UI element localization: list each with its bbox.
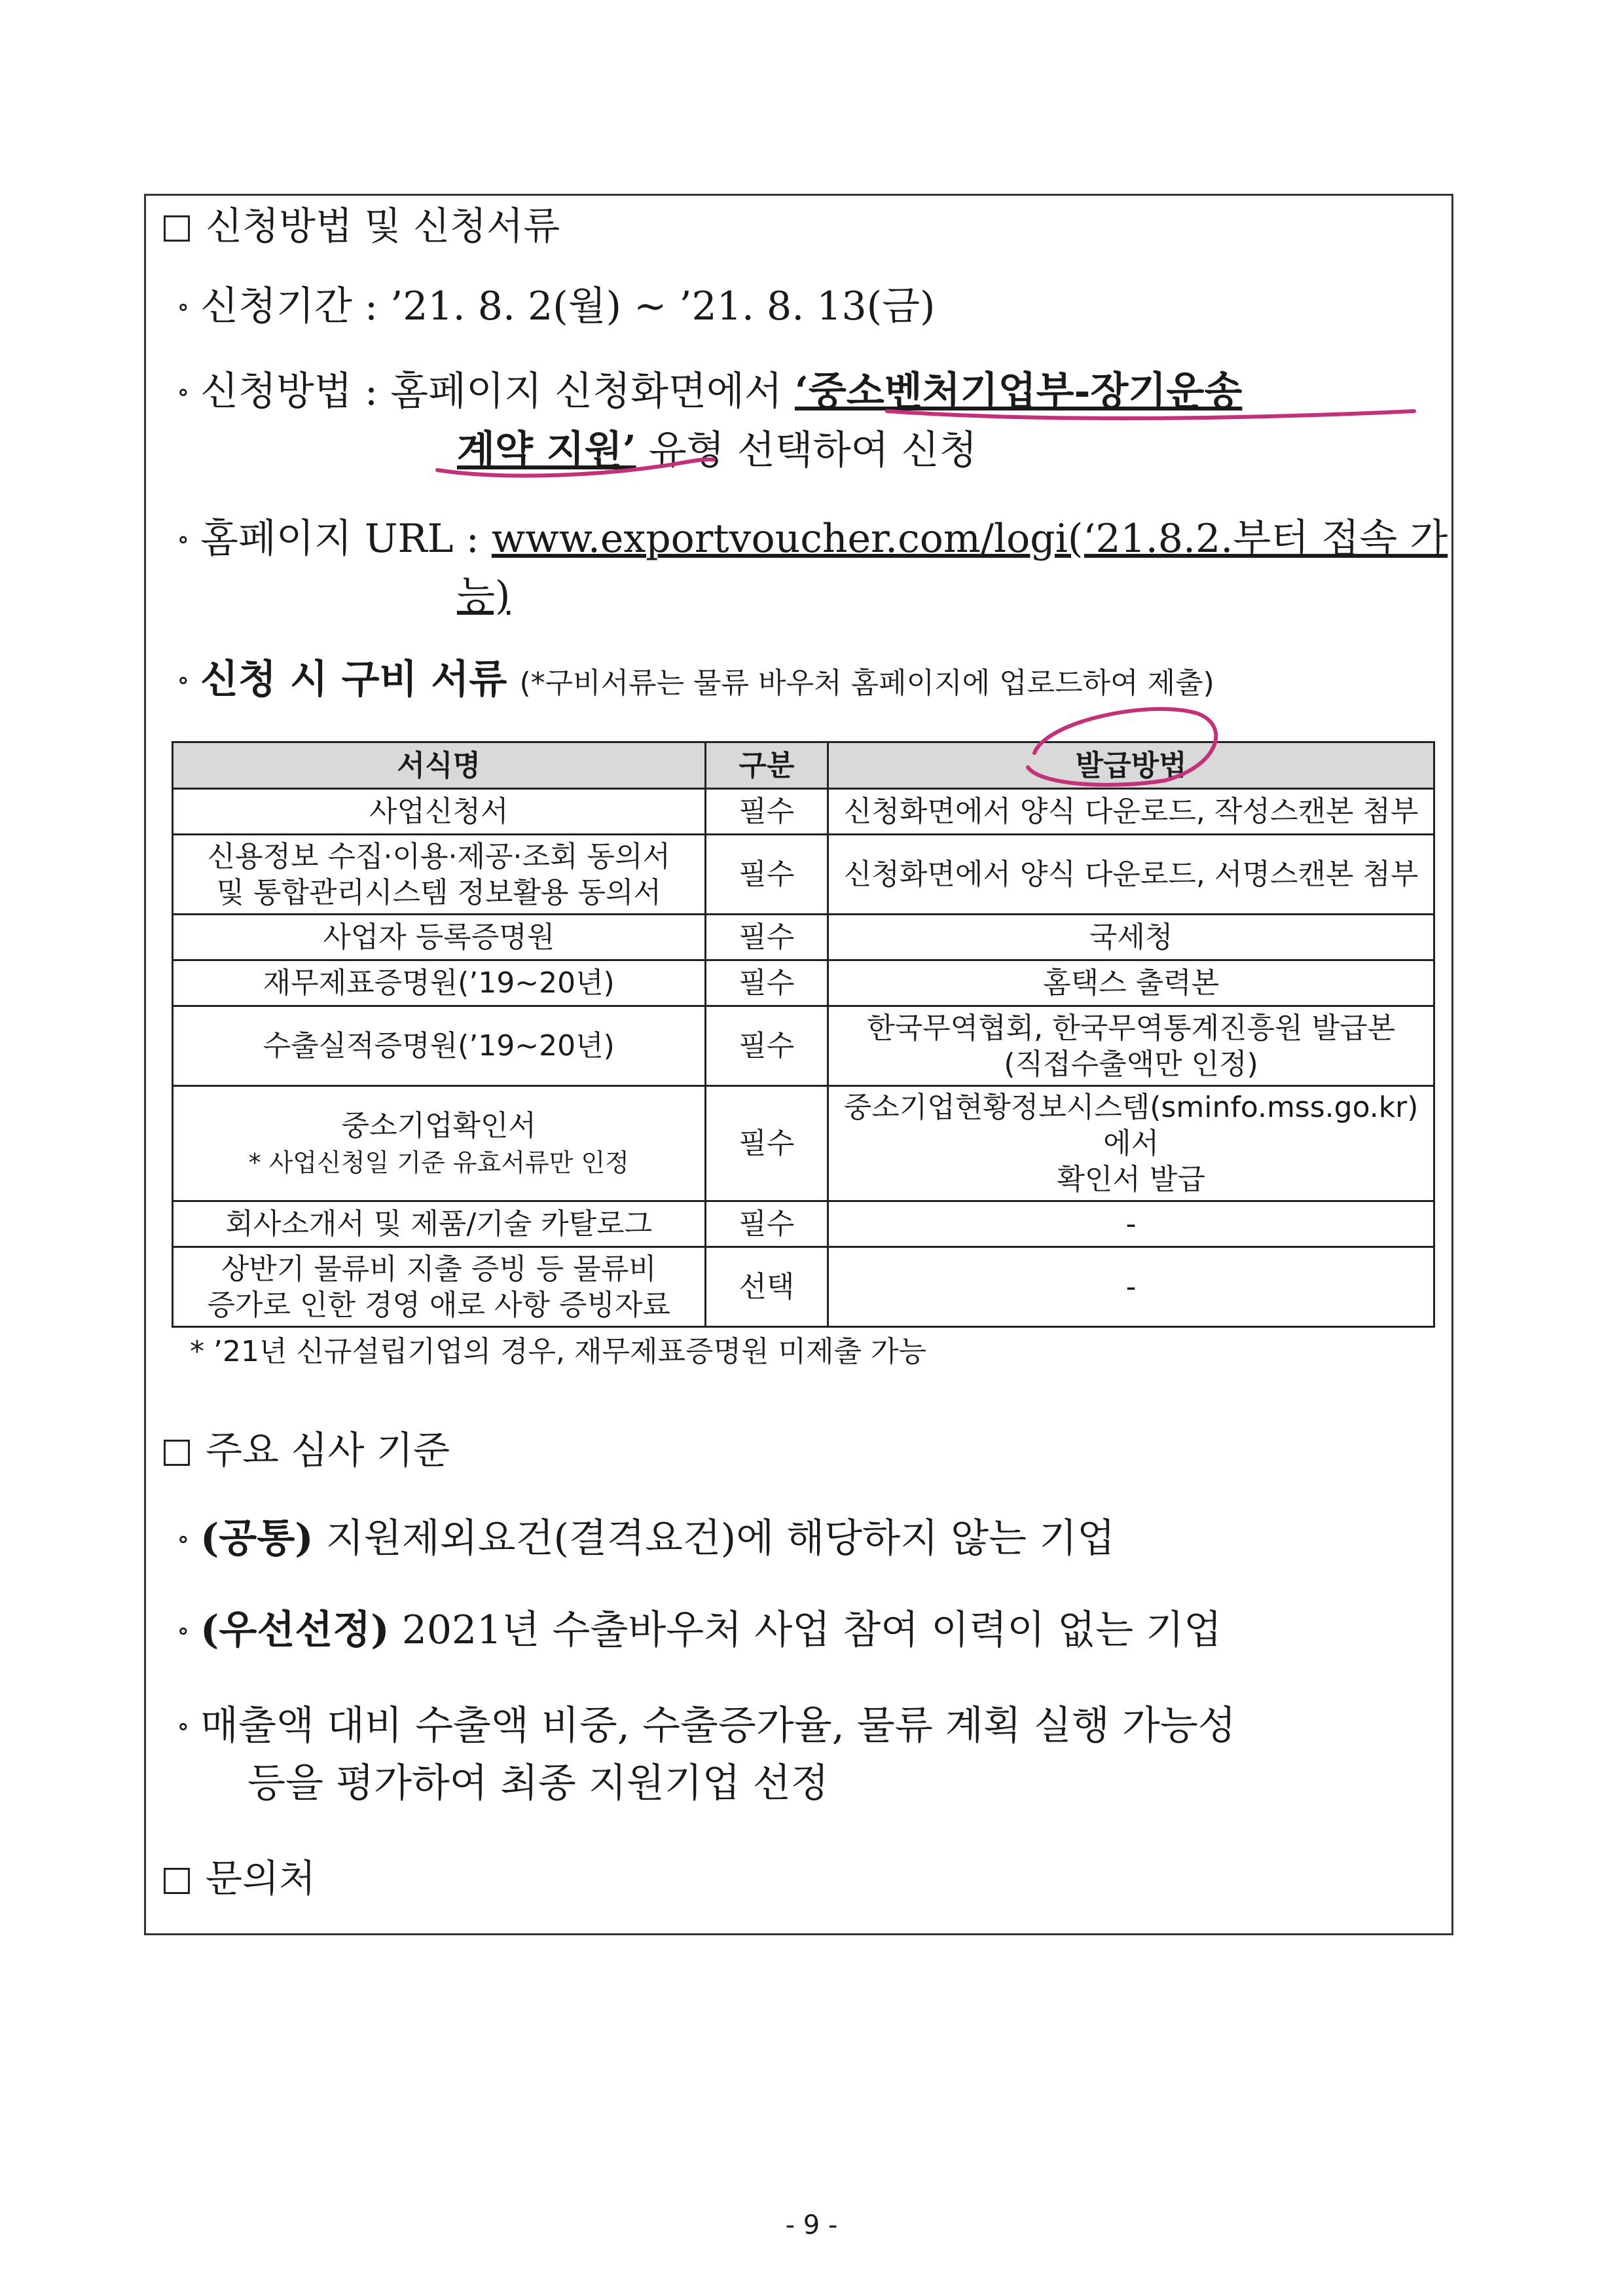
criteria-evaluation-text-cont: 등을 평가하여 최종 지원기업 선정 bbox=[247, 1760, 829, 1806]
method-highlight-cont: 계약 지원’ bbox=[457, 428, 636, 473]
cell-method: - bbox=[828, 1201, 1434, 1247]
cell-form-name: 재무제표증명원(’19~20년) bbox=[173, 960, 706, 1006]
cell-form-name: 사업자 등록증명원 bbox=[173, 915, 706, 960]
cell-method: 홈택스 출력본 bbox=[828, 960, 1434, 1006]
section-title: 신청방법 및 신청서류 bbox=[206, 204, 560, 248]
table-row bbox=[173, 960, 1434, 1006]
cell-category: 필수 bbox=[705, 835, 828, 915]
checkbox-square-icon bbox=[164, 1440, 190, 1466]
bullet-icon: ∘ bbox=[177, 665, 190, 695]
cell-category: 필수 bbox=[705, 1006, 828, 1086]
cell-method: 신청화면에서 양식 다운로드, 서명스캔본 첨부 bbox=[828, 835, 1434, 915]
criteria-common-label: (공통) bbox=[200, 1516, 314, 1561]
cell-method: 중소기업현황정보시스템(sminfo.mss.go.kr)에서 확인서 발급 bbox=[828, 1086, 1434, 1201]
criteria-common-text: 지원제외요건(결격요건)에 해당하지 않는 기업 bbox=[313, 1516, 1116, 1561]
cell-form-name: 수출실적증명원(’19~20년) bbox=[173, 1006, 706, 1086]
cell-form-name: 상반기 물류비 지출 증빙 등 물류비 증가로 인한 경영 애로 사항 증빙자료 bbox=[173, 1247, 706, 1327]
section-heading-criteria bbox=[164, 1419, 450, 1474]
cell-category: 필수 bbox=[705, 1201, 828, 1247]
cell-form-name: 중소기업확인서 * 사업신청일 기준 유효서류만 인정 bbox=[173, 1086, 706, 1201]
homepage-url bbox=[177, 507, 1448, 564]
table-row bbox=[173, 1006, 1434, 1086]
bullet-icon: ∘ bbox=[177, 377, 190, 407]
table-footnote: * ’21년 신규설립기업의 경우, 재무제표증명원 미제출 가능 bbox=[190, 1335, 926, 1368]
section-heading-contact bbox=[164, 1848, 316, 1903]
period-label: 신청기간 : bbox=[200, 283, 391, 329]
bullet-icon: ∘ bbox=[177, 524, 190, 555]
section-heading-application bbox=[164, 195, 560, 250]
method-label: 신청방법 : 홈페이지 신청화면에서 bbox=[200, 369, 795, 414]
cell-category: 필수 bbox=[705, 960, 828, 1006]
header-form-name: 서식명 bbox=[173, 742, 706, 789]
cell-category: 선택 bbox=[705, 1247, 828, 1327]
cell-method: 신청화면에서 양식 다운로드, 작성스캔본 첨부 bbox=[828, 789, 1434, 835]
application-method-cont bbox=[457, 419, 977, 475]
cell-method: 한국무역협회, 한국무역통계진흥원 발급본 (직접수출액만 인정) bbox=[828, 1006, 1434, 1086]
table-header-row bbox=[173, 742, 1434, 789]
period-value: ’21. 8. 2(월) ~ ’21. 8. 13(금) bbox=[390, 283, 936, 329]
bullet-icon: ∘ bbox=[177, 1616, 190, 1646]
table-row bbox=[173, 1201, 1434, 1247]
bullet-icon: ∘ bbox=[177, 1711, 190, 1741]
criteria-priority bbox=[177, 1599, 1222, 1655]
table-row bbox=[173, 835, 1434, 915]
required-docs bbox=[177, 648, 1214, 704]
application-method bbox=[177, 360, 1242, 416]
cell-category: 필수 bbox=[705, 789, 828, 835]
url-link[interactable]: www.exportvoucher.com/logi(‘21.8.2.부터 접속 가 bbox=[491, 516, 1448, 562]
url-label: 홈페이지 URL : bbox=[200, 516, 492, 562]
application-period bbox=[177, 275, 935, 331]
cell-category: 필수 bbox=[705, 915, 828, 960]
criteria-evaluation bbox=[177, 1694, 1236, 1751]
criteria-evaluation-text: 매출액 대비 수출액 비중, 수출증가율, 물류 계획 실행 가능성 bbox=[200, 1703, 1236, 1749]
url-link-cont[interactable]: 능) bbox=[457, 573, 511, 619]
section-title: 주요 심사 기준 bbox=[206, 1428, 450, 1472]
criteria-evaluation-cont bbox=[247, 1752, 829, 1808]
required-docs-table bbox=[172, 741, 1435, 1328]
cell-form-name: 신용정보 수집·이용·제공·조회 동의서 및 통합관리시스템 정보활용 동의서 bbox=[173, 835, 706, 915]
table-row bbox=[173, 915, 1434, 960]
bullet-icon: ∘ bbox=[177, 292, 190, 322]
table-row bbox=[173, 1247, 1434, 1327]
criteria-priority-text: 2021년 수출바우처 사업 참여 이력이 없는 기업 bbox=[389, 1607, 1222, 1653]
docs-label: 신청 시 구비 서류 bbox=[200, 657, 507, 702]
checkbox-square-icon bbox=[164, 1868, 190, 1894]
homepage-url-cont bbox=[457, 564, 510, 621]
cell-category: 필수 bbox=[705, 1086, 828, 1201]
header-issue-method: 발급방법 bbox=[828, 742, 1434, 789]
criteria-common bbox=[177, 1507, 1115, 1563]
docs-note: (*구비서류는 물류 바우처 홈페이지에 업로드하여 제출) bbox=[519, 666, 1214, 700]
section-title: 문의처 bbox=[206, 1856, 316, 1901]
header-category: 구분 bbox=[705, 742, 828, 789]
cell-method: 국세청 bbox=[828, 915, 1434, 960]
checkbox-square-icon bbox=[164, 215, 190, 242]
table-row bbox=[173, 789, 1434, 835]
method-tail: 유형 선택하여 신청 bbox=[636, 428, 977, 473]
cell-form-name: 회사소개서 및 제품/기술 카탈로그 bbox=[173, 1201, 706, 1247]
method-highlight: ‘중소벤처기업부-장기운송 bbox=[794, 369, 1243, 414]
criteria-priority-label: (우선선정) bbox=[200, 1607, 390, 1653]
cell-form-name: 사업신청서 bbox=[173, 789, 706, 835]
page-number: - 9 - bbox=[785, 2210, 838, 2240]
cell-method: - bbox=[828, 1247, 1434, 1327]
table-row bbox=[173, 1086, 1434, 1201]
bullet-icon: ∘ bbox=[177, 1524, 190, 1554]
